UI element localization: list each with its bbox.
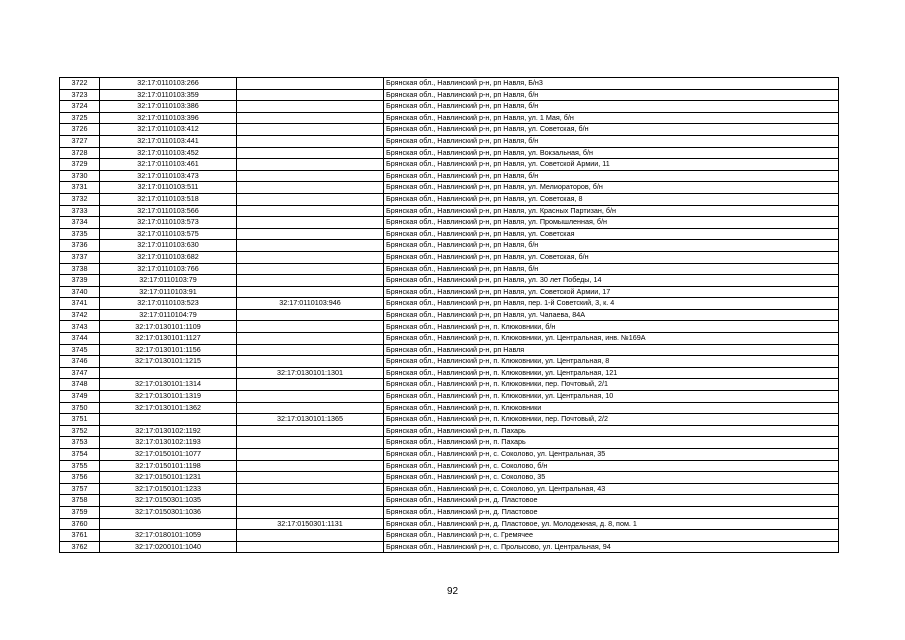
table-row [60,101,839,113]
row-number-cell: 3755 [60,460,100,472]
related-cadastral-number-cell [237,89,384,101]
row-number-cell: 3757 [60,483,100,495]
address-cell: Брянская обл., Навлинский р-н, рп Навля, б/н [384,89,839,101]
registry-table [59,77,839,553]
row-number-cell: 3732 [60,193,100,205]
address-cell: Брянская обл., Навлинский р-н, рп Навля, ул. Вокзальная, б/н [384,147,839,159]
related-cadastral-number-cell [237,483,384,495]
address-cell: Брянская обл., Навлинский р-н, рп Навля, ул. Советская [384,228,839,240]
cadastral-number-cell: 32:17:0130101:1362 [100,402,237,414]
cadastral-number-cell: 32:17:0150101:1077 [100,449,237,461]
table-row [60,182,839,194]
table-row [60,205,839,217]
cadastral-number-cell: 32:17:0150101:1231 [100,472,237,484]
row-number-cell: 3761 [60,530,100,542]
cadastral-number-cell: 32:17:0110103:682 [100,251,237,263]
address-cell: Брянская обл., Навлинский р-н, рп Навля, ул. Промышленная, б/н [384,217,839,229]
cadastral-number-cell: 32:17:0110103:441 [100,135,237,147]
table-row [60,147,839,159]
cadastral-number-cell [100,518,237,530]
cadastral-number-cell: 32:17:0110103:566 [100,205,237,217]
address-cell: Брянская обл., Навлинский р-н, с. Соколово, ул. Центральная, 43 [384,483,839,495]
address-cell: Брянская обл., Навлинский р-н, п. Клюковники, б/н [384,321,839,333]
cadastral-number-cell: 32:17:0150301:1036 [100,506,237,518]
cadastral-number-cell: 32:17:0110103:359 [100,89,237,101]
address-cell: Брянская обл., Навлинский р-н, рп Навля, б/н [384,135,839,147]
cadastral-number-cell: 32:17:0130101:1156 [100,344,237,356]
address-cell: Брянская обл., Навлинский р-н, п. Пахарь [384,437,839,449]
address-cell: Брянская обл., Навлинский р-н, рп Навля, ул. Советской Армии, 11 [384,159,839,171]
address-cell: Брянская обл., Навлинский р-н, рп Навля, ул. Красных Партизан, б/н [384,205,839,217]
cadastral-number-cell: 32:17:0110103:266 [100,78,237,90]
table-row [60,170,839,182]
row-number-cell: 3738 [60,263,100,275]
row-number-cell: 3758 [60,495,100,507]
related-cadastral-number-cell [237,402,384,414]
address-cell: Брянская обл., Навлинский р-н, п. Клюковники, ул. Центральная, 8 [384,356,839,368]
address-cell: Брянская обл., Навлинский р-н, рп Навля, ул. 30 лет Победы, 14 [384,275,839,287]
address-cell: Брянская обл., Навлинский р-н, п. Клюковники, пер. Почтовый, 2/2 [384,414,839,426]
row-number-cell: 3751 [60,414,100,426]
cadastral-number-cell: 32:17:0110103:79 [100,275,237,287]
related-cadastral-number-cell [237,170,384,182]
address-cell: Брянская обл., Навлинский р-н, рп Навля, ул. Советская, 8 [384,193,839,205]
row-number-cell: 3742 [60,309,100,321]
cadastral-number-cell: 32:17:0110103:575 [100,228,237,240]
address-cell: Брянская обл., Навлинский р-н, п. Клюковники, ул. Центральная, инв. №169А [384,333,839,345]
row-number-cell: 3730 [60,170,100,182]
address-cell: Брянская обл., Навлинский р-н, п. Клюковники, ул. Центральная, 10 [384,391,839,403]
related-cadastral-number-cell: 32:17:0130101:1365 [237,414,384,426]
address-cell: Брянская обл., Навлинский р-н, рп Навля, б/н [384,263,839,275]
cadastral-number-cell: 32:17:0110103:766 [100,263,237,275]
related-cadastral-number-cell [237,147,384,159]
cadastral-number-cell: 32:17:0110103:452 [100,147,237,159]
cadastral-number-cell: 32:17:0130101:1109 [100,321,237,333]
related-cadastral-number-cell [237,449,384,461]
related-cadastral-number-cell [237,251,384,263]
address-cell: Брянская обл., Навлинский р-н, п. Клюковники, пер. Почтовый, 2/1 [384,379,839,391]
cadastral-number-cell: 32:17:0110103:386 [100,101,237,113]
row-number-cell: 3729 [60,159,100,171]
table-row [60,460,839,472]
cadastral-number-cell: 32:17:0110103:412 [100,124,237,136]
cadastral-number-cell: 32:17:0150101:1233 [100,483,237,495]
row-number-cell: 3752 [60,425,100,437]
related-cadastral-number-cell [237,309,384,321]
table-row [60,89,839,101]
table-row [60,483,839,495]
table-row [60,78,839,90]
table-row [60,356,839,368]
row-number-cell: 3728 [60,147,100,159]
related-cadastral-number-cell [237,101,384,113]
related-cadastral-number-cell [237,263,384,275]
address-cell: Брянская обл., Навлинский р-н, рп Навля, Б/н3 [384,78,839,90]
related-cadastral-number-cell [237,391,384,403]
table-row [60,286,839,298]
table-row [60,391,839,403]
row-number-cell: 3756 [60,472,100,484]
related-cadastral-number-cell [237,78,384,90]
row-number-cell: 3734 [60,217,100,229]
related-cadastral-number-cell [237,275,384,287]
related-cadastral-number-cell [237,541,384,553]
cadastral-number-cell: 32:17:0180101:1059 [100,530,237,542]
address-cell: Брянская обл., Навлинский р-н, с. Соколово, б/н [384,460,839,472]
table-row [60,217,839,229]
cadastral-number-cell: 32:17:0110103:511 [100,182,237,194]
row-number-cell: 3750 [60,402,100,414]
table-row [60,506,839,518]
table-row [60,472,839,484]
table-row [60,379,839,391]
address-cell: Брянская обл., Навлинский р-н, рп Навля, ул. Мелиораторов, б/н [384,182,839,194]
table-row [60,298,839,310]
related-cadastral-number-cell [237,193,384,205]
table-row [60,344,839,356]
related-cadastral-number-cell [237,205,384,217]
address-cell: Брянская обл., Навлинский р-н, д. Пластовое [384,506,839,518]
table-row [60,495,839,507]
address-cell: Брянская обл., Навлинский р-н, рп Навля, ул. 1 Мая, б/н [384,112,839,124]
row-number-cell: 3737 [60,251,100,263]
table-row [60,425,839,437]
table-row [60,530,839,542]
address-cell: Брянская обл., Навлинский р-н, рп Навля, ул. Чапаева, 84А [384,309,839,321]
address-cell: Брянская обл., Навлинский р-н, с. Соколово, 35 [384,472,839,484]
cadastral-number-cell: 32:17:0130102:1193 [100,437,237,449]
related-cadastral-number-cell: 32:17:0110103:946 [237,298,384,310]
row-number-cell: 3739 [60,275,100,287]
related-cadastral-number-cell: 32:17:0150301:1131 [237,518,384,530]
related-cadastral-number-cell [237,425,384,437]
related-cadastral-number-cell [237,379,384,391]
table-body [60,78,839,553]
row-number-cell: 3741 [60,298,100,310]
related-cadastral-number-cell [237,356,384,368]
cadastral-number-cell: 32:17:0110103:523 [100,298,237,310]
related-cadastral-number-cell [237,112,384,124]
cadastral-number-cell: 32:17:0150101:1198 [100,460,237,472]
related-cadastral-number-cell [237,344,384,356]
table-row [60,240,839,252]
cadastral-number-cell: 32:17:0130102:1192 [100,425,237,437]
cadastral-number-cell: 32:17:0110103:473 [100,170,237,182]
related-cadastral-number-cell [237,182,384,194]
related-cadastral-number-cell [237,286,384,298]
table-row [60,193,839,205]
row-number-cell: 3736 [60,240,100,252]
row-number-cell: 3744 [60,333,100,345]
row-number-cell: 3753 [60,437,100,449]
address-cell: Брянская обл., Навлинский р-н, рп Навля, пер. 1-й Советский, 3, к. 4 [384,298,839,310]
address-cell: Брянская обл., Навлинский р-н, рп Навля, б/н [384,170,839,182]
address-cell: Брянская обл., Навлинский р-н, п. Пахарь [384,425,839,437]
address-cell: Брянская обл., Навлинский р-н, п. Клюковники [384,402,839,414]
table-row [60,263,839,275]
row-number-cell: 3747 [60,367,100,379]
address-cell: Брянская обл., Навлинский р-н, с. Соколово, ул. Центральная, 35 [384,449,839,461]
row-number-cell: 3725 [60,112,100,124]
address-cell: Брянская обл., Навлинский р-н, рп Навля [384,344,839,356]
cadastral-number-cell: 32:17:0110103:461 [100,159,237,171]
address-cell: Брянская обл., Навлинский р-н, с. Гремячее [384,530,839,542]
row-number-cell: 3723 [60,89,100,101]
row-number-cell: 3746 [60,356,100,368]
cadastral-number-cell: 32:17:0110103:396 [100,112,237,124]
table-row [60,449,839,461]
table-row [60,333,839,345]
related-cadastral-number-cell [237,124,384,136]
row-number-cell: 3735 [60,228,100,240]
row-number-cell: 3724 [60,101,100,113]
row-number-cell: 3727 [60,135,100,147]
table-row [60,414,839,426]
address-cell: Брянская обл., Навлинский р-н, с. Пролысово, ул. Центральная, 94 [384,541,839,553]
address-cell: Брянская обл., Навлинский р-н, рп Навля, б/н [384,240,839,252]
related-cadastral-number-cell [237,159,384,171]
related-cadastral-number-cell [237,135,384,147]
cadastral-number-cell: 32:17:0130101:1127 [100,333,237,345]
related-cadastral-number-cell [237,217,384,229]
related-cadastral-number-cell [237,240,384,252]
table-row [60,321,839,333]
address-cell: Брянская обл., Навлинский р-н, п. Клюковники, ул. Центральная, 121 [384,367,839,379]
table-row [60,437,839,449]
cadastral-number-cell [100,367,237,379]
row-number-cell: 3759 [60,506,100,518]
cadastral-number-cell: 32:17:0110103:91 [100,286,237,298]
related-cadastral-number-cell: 32:17:0130101:1301 [237,367,384,379]
row-number-cell: 3733 [60,205,100,217]
related-cadastral-number-cell [237,321,384,333]
cadastral-number-cell: 32:17:0130101:1319 [100,391,237,403]
row-number-cell: 3749 [60,391,100,403]
table-row [60,228,839,240]
row-number-cell: 3722 [60,78,100,90]
related-cadastral-number-cell [237,333,384,345]
row-number-cell: 3731 [60,182,100,194]
address-cell: Брянская обл., Навлинский р-н, д. Пластовое [384,495,839,507]
cadastral-number-cell: 32:17:0110103:573 [100,217,237,229]
row-number-cell: 3745 [60,344,100,356]
table-row [60,367,839,379]
cadastral-number-cell: 32:17:0130101:1215 [100,356,237,368]
related-cadastral-number-cell [237,495,384,507]
cadastral-number-cell: 32:17:0200101:1040 [100,541,237,553]
cadastral-number-cell: 32:17:0110103:518 [100,193,237,205]
table-row [60,275,839,287]
table-row [60,112,839,124]
row-number-cell: 3754 [60,449,100,461]
related-cadastral-number-cell [237,460,384,472]
table-row [60,541,839,553]
cadastral-number-cell: 32:17:0110103:630 [100,240,237,252]
related-cadastral-number-cell [237,530,384,542]
row-number-cell: 3726 [60,124,100,136]
table-row [60,309,839,321]
related-cadastral-number-cell [237,472,384,484]
page-number: 92 [446,586,459,597]
address-cell: Брянская обл., Навлинский р-н, д. Пластовое, ул. Молодежная, д. 8, пом. 1 [384,518,839,530]
row-number-cell: 3748 [60,379,100,391]
table-row [60,135,839,147]
cadastral-number-cell: 32:17:0130101:1314 [100,379,237,391]
row-number-cell: 3740 [60,286,100,298]
cadastral-number-cell [100,414,237,426]
table-row [60,251,839,263]
address-cell: Брянская обл., Навлинский р-н, рп Навля, ул. Советская, б/н [384,251,839,263]
related-cadastral-number-cell [237,506,384,518]
related-cadastral-number-cell [237,228,384,240]
address-cell: Брянская обл., Навлинский р-н, рп Навля, б/н [384,101,839,113]
row-number-cell: 3762 [60,541,100,553]
table-row [60,518,839,530]
table-row [60,402,839,414]
row-number-cell: 3760 [60,518,100,530]
address-cell: Брянская обл., Навлинский р-н, рп Навля, ул. Советская, б/н [384,124,839,136]
table-row [60,159,839,171]
cadastral-number-cell: 32:17:0110104:79 [100,309,237,321]
related-cadastral-number-cell [237,437,384,449]
table-row [60,124,839,136]
address-cell: Брянская обл., Навлинский р-н, рп Навля, ул. Советской Армии, 17 [384,286,839,298]
row-number-cell: 3743 [60,321,100,333]
cadastral-number-cell: 32:17:0150301:1035 [100,495,237,507]
